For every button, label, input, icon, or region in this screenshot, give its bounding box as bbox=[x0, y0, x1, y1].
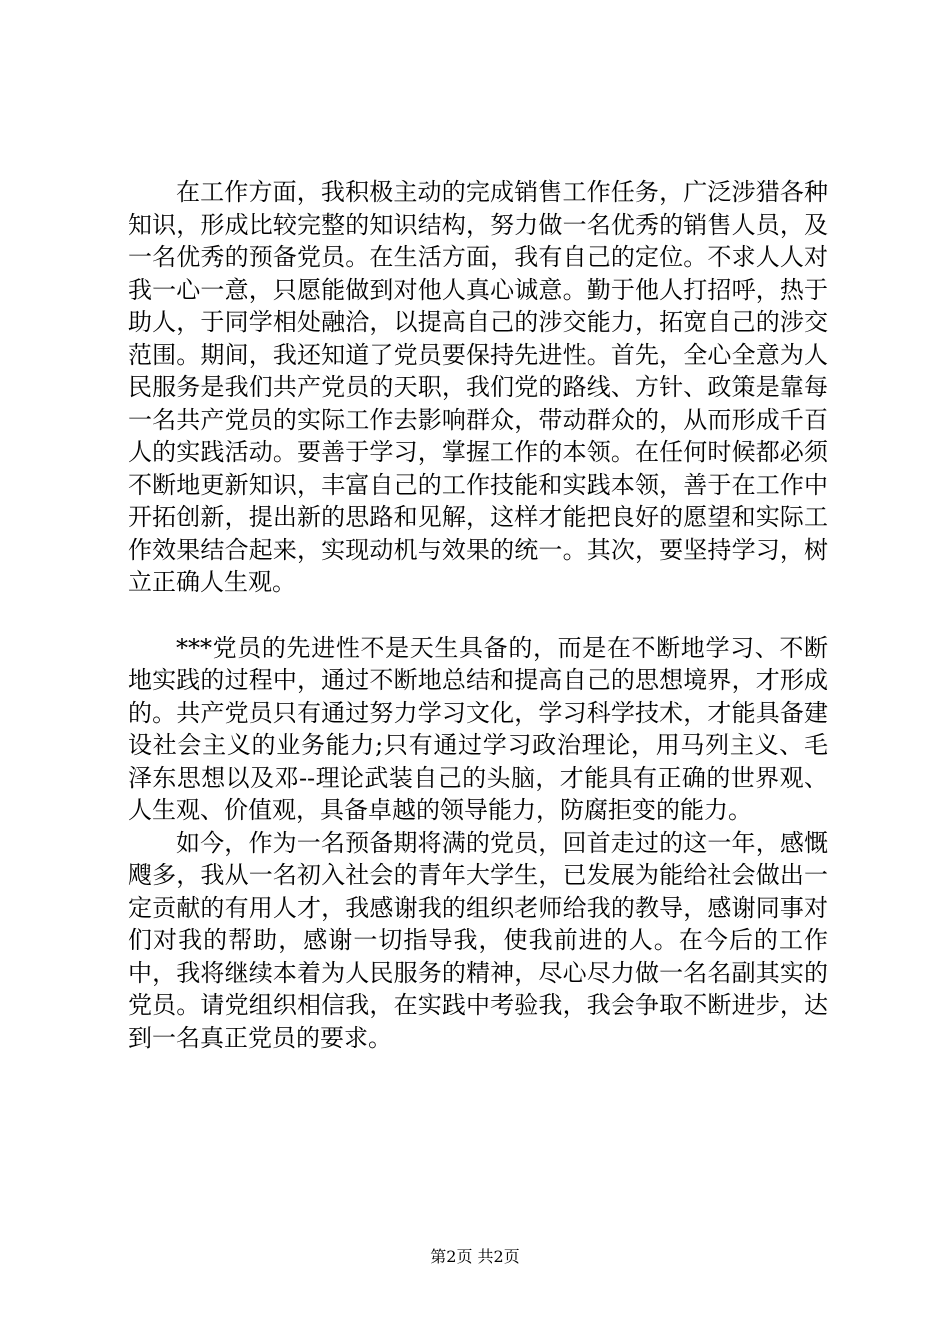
document-body bbox=[128, 176, 828, 1054]
paragraph-party-advancement: ***党员的先进性不是天生具备的，而是在不断地学习、不断地实践的过程中，通过不断地总结和提高自己的思想境界，才形成的。共产党员只有通过努力学习文化，学习科学技术，才能具备建设社会主义的业务能力;只有通过学习政治理论，用马列主义、毛泽东思想以及邓--理论武装自己的头脑，才能具有正确的世界观、人生观、价值观，具备卓越的领导能力，防腐拒变的能力。 bbox=[128, 633, 828, 824]
paragraph-conclusion: 如今，作为一名预备期将满的党员，回首走过的这一年，感慨飕多，我从一名初入社会的青年大学生，已发展为能给社会做出一定贡献的有用人才，我感谢我的组织老师给我的教导，感谢同事对们对我的帮助，感谢一切指导我，使我前进的人。在今后的工作中，我将继续本着为人民服务的精神，尽心尽力做一名名副其实的党员。请党组织相信我，在实践中考验我，我会争取不断进步，达到一名真正党员的要求。 bbox=[128, 828, 828, 1052]
page-number-footer: 第2页 共2页 bbox=[430, 1247, 520, 1266]
paragraph-work-and-life: 在工作方面，我积极主动的完成销售工作任务，广泛涉猎各种知识，形成比较完整的知识结构，努力做一名优秀的销售人员，及一名优秀的预备党员。在生活方面，我有自己的定位。不求人人对我一心一意，只愿能做到对他人真心诚意。勤于他人打招呼，热于助人，于同学相处融洽，以提高自己的涉交能力，拓宽自己的涉交范围。期间，我还知道了党员要保持先进性。首先，全心全意为人民服务是我们共产党员的天职，我们党的路线、方针、政策是靠每一名共产党员的实际工作去影响群众，带动群众的，从而形成千百人的实践活动。要善于学习，掌握工作的本领。在任何时候都必须不断地更新知识，丰富自己的工作技能和实践本领，善于在工作中开拓创新，提出新的思路和见解，这样才能把良好的愿望和实际工作效果结合起来，实现动机与效果的统一。其次，要坚持学习，树立正确人生观。 bbox=[128, 178, 828, 596]
